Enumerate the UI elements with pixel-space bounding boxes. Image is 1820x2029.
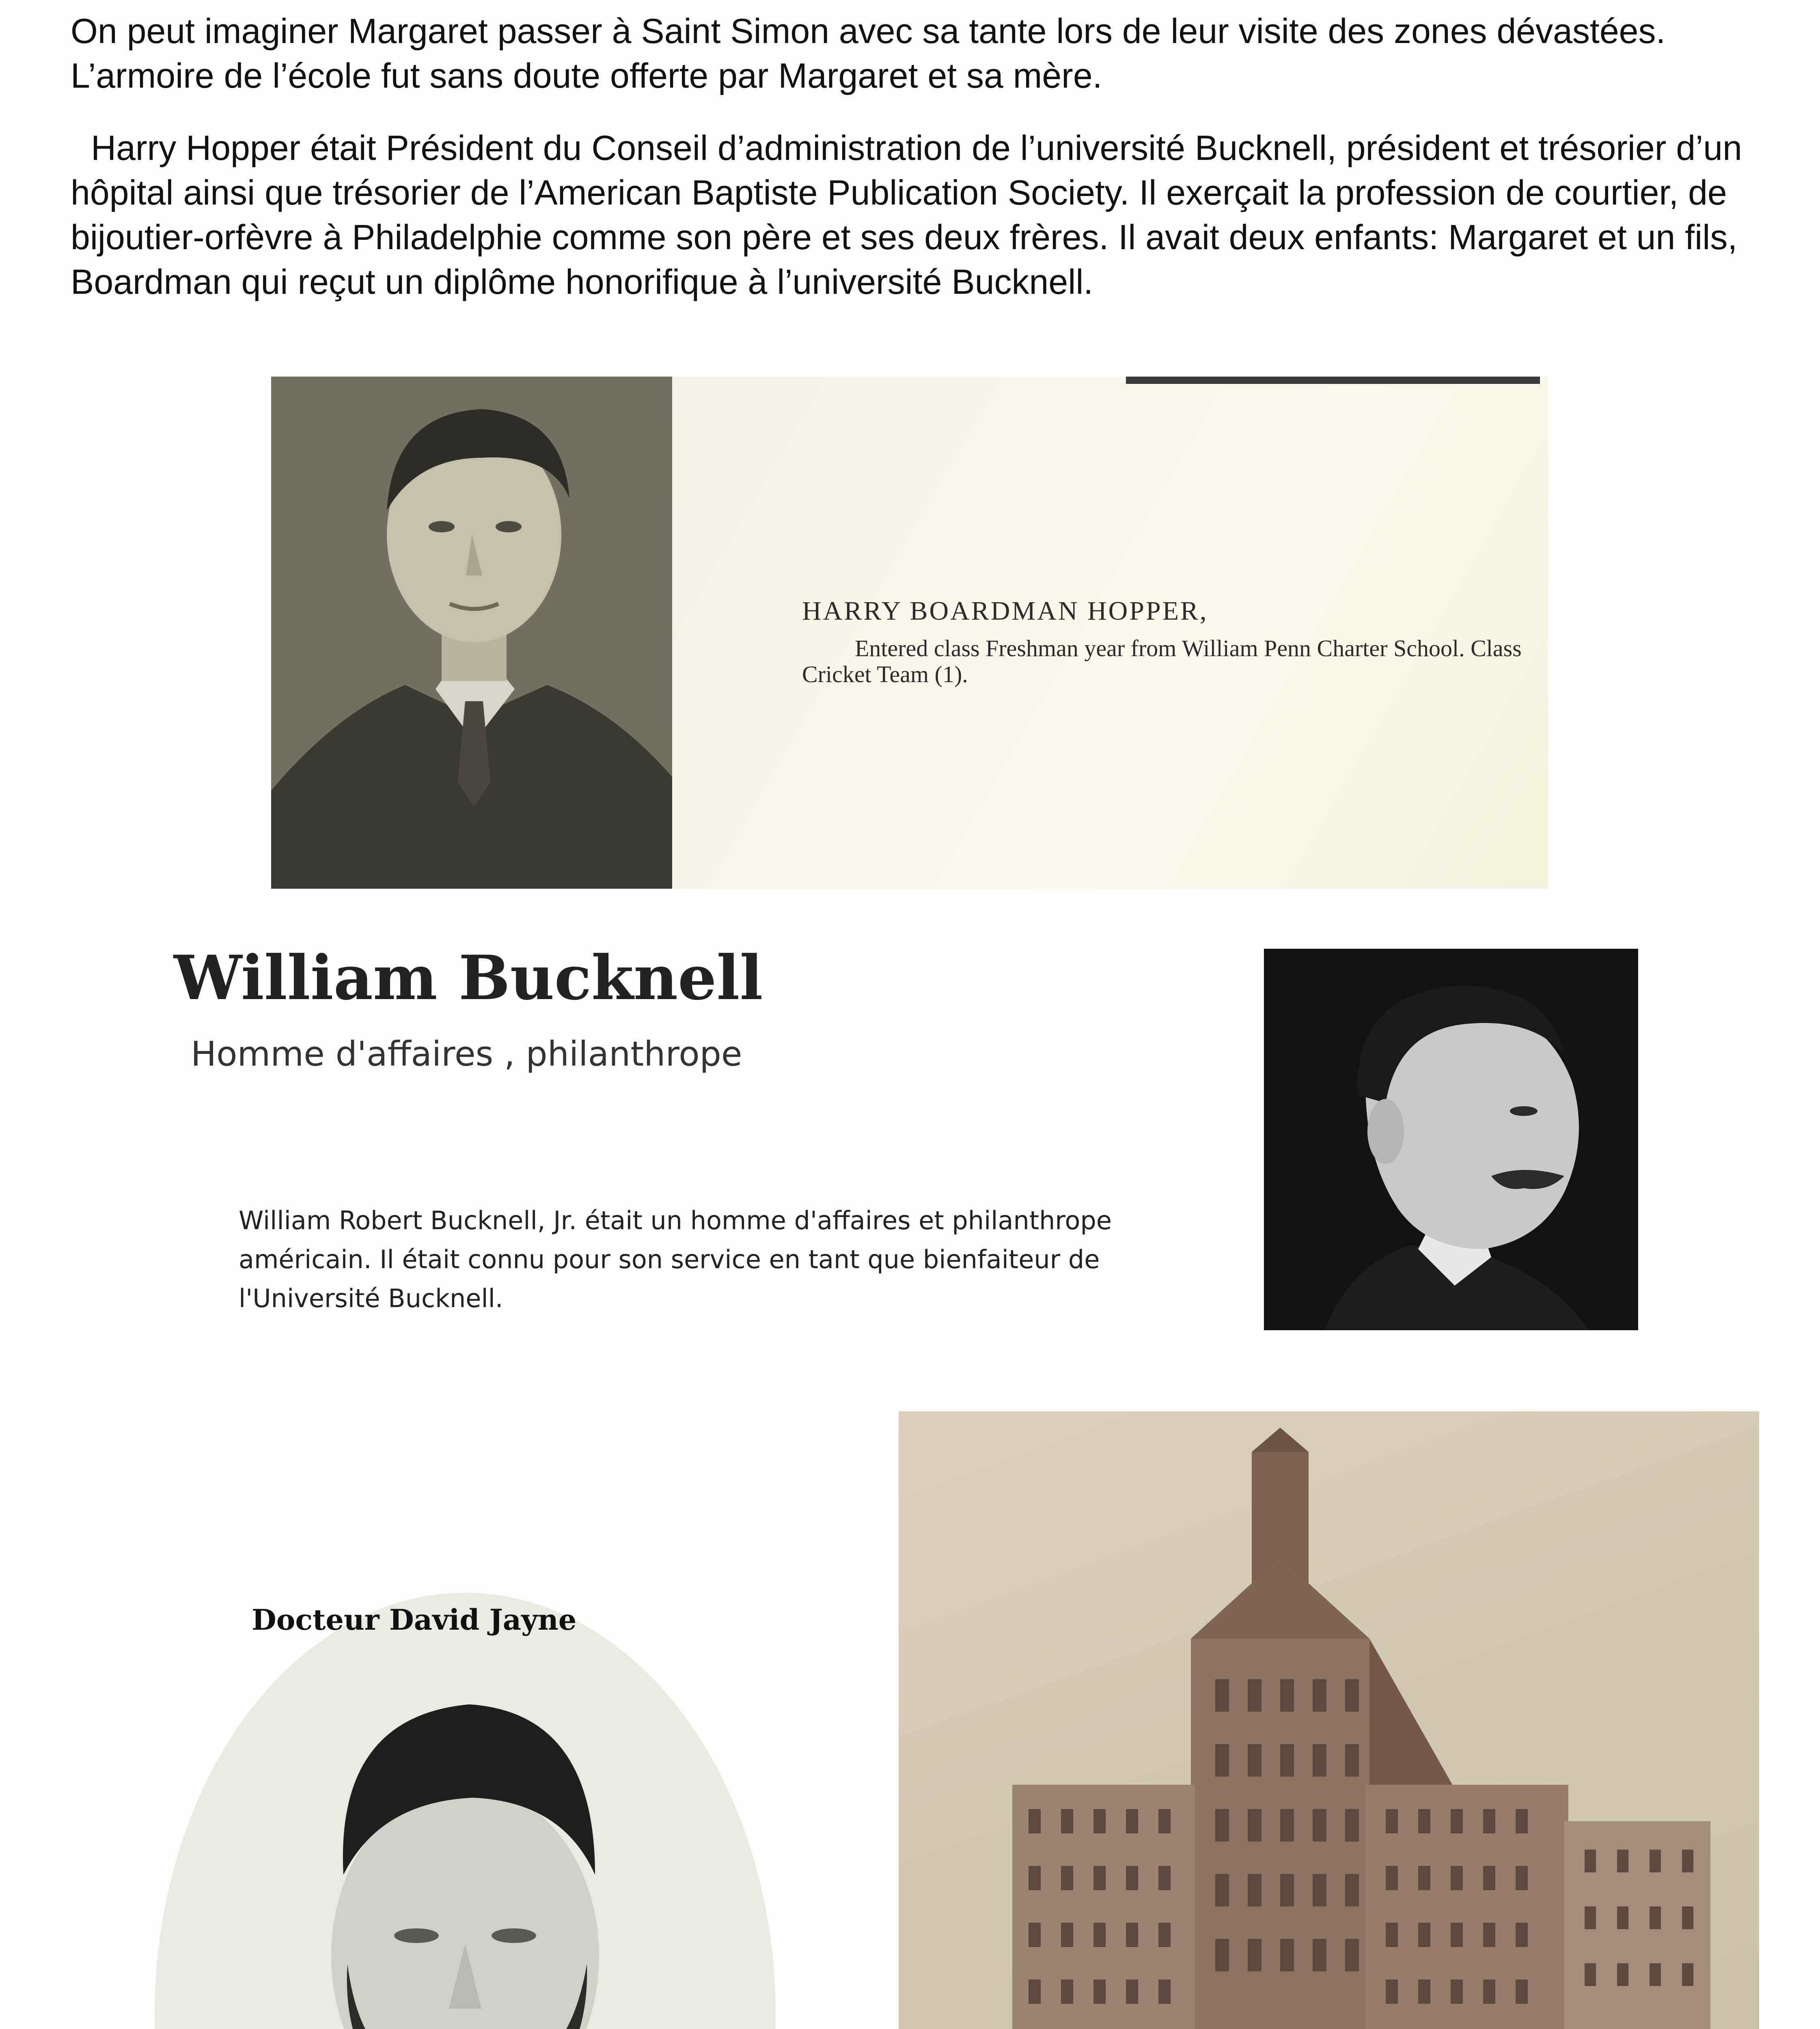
bucknell-heading: William Bucknell [174, 942, 763, 1014]
jayne-oval-portrait [153, 1591, 778, 2029]
bucknell-bio: William Robert Bucknell, Jr. était un homme d'affaires et philanthrope américain. Il était connu pour son service en tant que bienfaiteur de l'Université Bucknell. [239, 1206, 1112, 1313]
bucknell-role: Homme d'affaires , philanthrope [191, 1034, 742, 1074]
card-top-rule [1126, 377, 1540, 384]
hopper-yearbook-description: Entered class Freshman year from William Penn Charter School. Class Cricket Team (1). [802, 635, 1522, 687]
intro-paragraph: On peut imaginer Margaret passer à Saint Simon avec sa tante lors de leur visite des zones dévastées. L’armoire de l’école fut sans doute offerte par Margaret et sa mère. [71, 12, 1666, 95]
jayne-caption: Docteur David Jayne [252, 1603, 577, 1637]
bucknell-portrait-photo [1264, 949, 1638, 1330]
hopper-yearbook-name: HARRY BOARDMAN HOPPER, [802, 596, 1208, 626]
panorama-engraving [899, 1411, 1759, 2029]
hopper-paragraph: Harry Hopper était Président du Conseil d’administration de l’université Bucknell, président et trésorier d’un hôpital ainsi que trésorier de l’American Baptiste Publication Society. Il exerçait la profession de courtier, de bijoutier-orfèvre à Philadelphie comme son père et ses deux frères. Il avait deux enfants: Margaret et un fils, Boardman qui reçut un diplôme honorifique à l’université Bucknell. [71, 129, 1742, 302]
yearbook-entry-card [672, 377, 1548, 889]
hopper-portrait-photo [271, 377, 680, 889]
